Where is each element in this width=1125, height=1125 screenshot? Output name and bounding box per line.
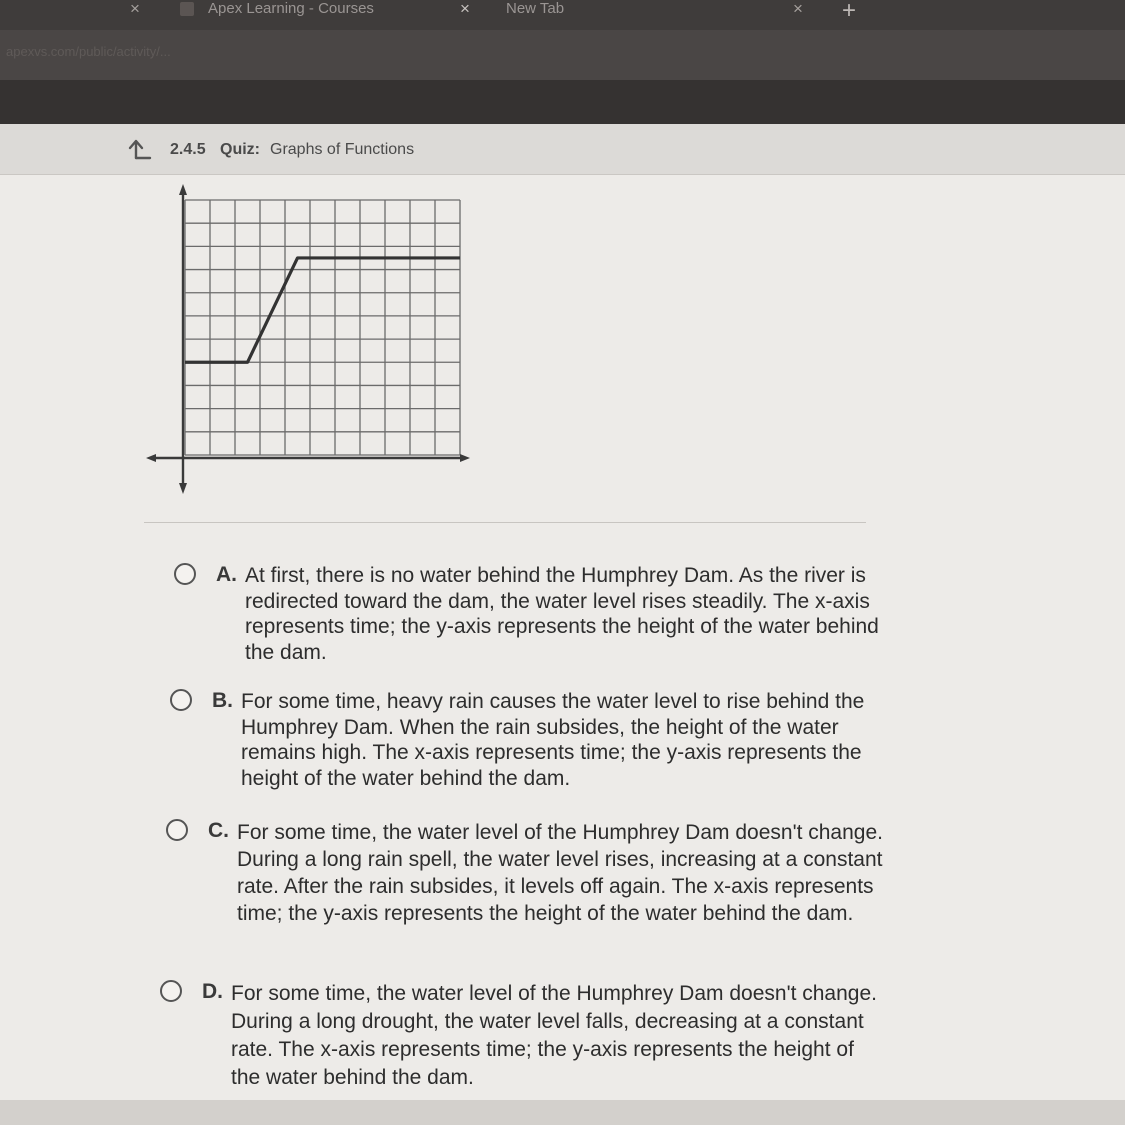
option-text: For some time, the water level of the Humphrey Dam doesn't change. During a long drought, the water level falls, decreasing at a constant rate. The x-axis represents time; the y-axis represents the height of the water behind the dam. bbox=[231, 982, 877, 1089]
x-axis-left-arrow-icon bbox=[146, 454, 156, 462]
tab-label: New Tab bbox=[506, 0, 565, 17]
graph-series bbox=[185, 258, 460, 362]
option-text: For some time, the water level of the Humphrey Dam doesn't change. During a long rain spell, the water level rises, increasing at a constant rate. After the rain subsides, it levels off again. The x-axis represents time; the y-axis represents the height of the water behind the dam. bbox=[237, 821, 883, 925]
y-axis-top-arrow-icon bbox=[179, 184, 187, 195]
quiz-title: Graphs of Functions bbox=[270, 141, 415, 158]
new-tab-plus-icon[interactable]: + bbox=[842, 0, 857, 24]
tab-close-icon[interactable]: × bbox=[130, 0, 140, 18]
x-axis-arrow-icon bbox=[460, 454, 470, 462]
apex-favicon-icon bbox=[180, 2, 194, 16]
y-axis-arrow-icon bbox=[179, 483, 187, 494]
tab-label: Apex Learning - Courses bbox=[208, 0, 374, 17]
divider bbox=[144, 522, 866, 523]
tab-close-icon[interactable]: × bbox=[793, 0, 803, 18]
radio-button[interactable] bbox=[166, 819, 188, 841]
radio-button[interactable] bbox=[170, 689, 192, 711]
radio-button[interactable] bbox=[160, 980, 182, 1002]
browser-tab-bar bbox=[0, 0, 1125, 30]
address-bar[interactable] bbox=[0, 30, 1125, 80]
graph-grid bbox=[185, 200, 460, 455]
series-line bbox=[185, 258, 460, 362]
option-letter: B. bbox=[212, 689, 233, 712]
quiz-label: Quiz: bbox=[220, 141, 260, 158]
bottom-bar bbox=[0, 1100, 1125, 1125]
back-arrow-icon[interactable] bbox=[126, 138, 152, 160]
browser-toolbar bbox=[0, 80, 1125, 124]
tab-close-icon[interactable]: × bbox=[460, 0, 470, 18]
option-text: At first, there is no water behind the Humphrey Dam. As the river is redirected toward the dam, the water level rises steadily. The x-axis represents time; the y-axis represents the height of the water behind the dam. bbox=[245, 564, 879, 664]
quiz-number: 2.4.5 bbox=[170, 141, 206, 158]
function-graph bbox=[140, 180, 480, 500]
url-text[interactable]: apexvs.com/public/activity/... bbox=[6, 44, 171, 59]
option-letter: D. bbox=[202, 980, 223, 1003]
radio-button[interactable] bbox=[174, 563, 196, 585]
quiz-header bbox=[0, 124, 1125, 175]
option-letter: A. bbox=[216, 563, 237, 586]
option-letter: C. bbox=[208, 819, 229, 842]
option-text: For some time, heavy rain causes the water level to rise behind the Humphrey Dam. When the rain subsides, the height of the water remains high. The x-axis represents time; the y-axis represents the height of the water behind the dam. bbox=[241, 690, 865, 790]
